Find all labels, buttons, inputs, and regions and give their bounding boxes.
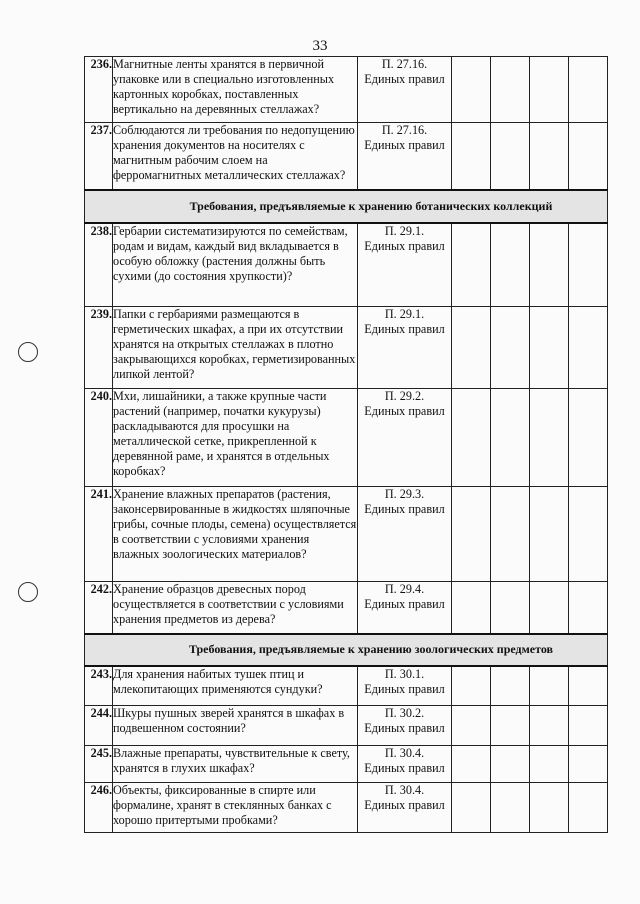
section-title: Требования, предъявляемые к хранению зоологических предметов — [188, 642, 554, 656]
table-row — [85, 389, 608, 487]
section-title: Требования, предъявляемые к хранению ботанических коллекций — [189, 198, 553, 213]
reference-line: П. 30.4. — [384, 783, 425, 797]
reference-cell — [358, 487, 452, 582]
reference-line: П. 29.3. — [384, 487, 425, 501]
answer-cell[interactable] — [491, 783, 530, 833]
table-row — [85, 582, 608, 634]
answer-cell[interactable] — [452, 666, 491, 706]
page-number: 33 — [312, 38, 328, 54]
answer-cell[interactable] — [569, 706, 608, 746]
answer-cell[interactable] — [569, 57, 608, 123]
checklist-table — [84, 56, 608, 833]
table-row — [85, 746, 608, 783]
reference-cell — [358, 123, 452, 190]
reference-line: Единых правил — [364, 238, 445, 253]
answer-cell[interactable] — [530, 57, 569, 123]
answer-cell[interactable] — [530, 389, 569, 487]
reference-cell — [358, 389, 452, 487]
reference-line: Единых правил — [364, 681, 445, 696]
reference-cell — [358, 57, 452, 123]
reference-line: Единых правил — [364, 404, 445, 418]
reference-line: П. 27.16. — [381, 57, 428, 71]
reference-line: Единых правил — [364, 502, 445, 516]
answer-cell[interactable] — [569, 389, 608, 487]
answer-cell[interactable] — [452, 783, 491, 833]
answer-cell[interactable] — [569, 666, 608, 706]
answer-cell[interactable] — [452, 223, 491, 307]
punch-hole-icon — [18, 582, 38, 602]
reference-line: П. 29.4. — [384, 582, 425, 596]
question-text: Хранение образцов древесных пород осуществляется в соответствии с условиями хранения предметов из дерева? — [113, 582, 358, 634]
item-number: 241. — [85, 487, 113, 582]
reference-line: П. 29.1. — [384, 307, 425, 321]
question-text: Гербарии систематизируются по семействам, родам и видам, каждый вид вкладывается в особую обложку (растения должны быть сухими (до состояния хрупкости)? — [113, 223, 358, 307]
item-number: 242. — [85, 582, 113, 634]
reference-cell — [358, 582, 452, 634]
section-title-cell — [85, 190, 608, 223]
table-row — [85, 487, 608, 582]
answer-cell[interactable] — [452, 706, 491, 746]
item-number: 244. — [85, 706, 113, 746]
reference-line: Единых правил — [364, 72, 445, 86]
answer-cell[interactable] — [530, 666, 569, 706]
table-row — [85, 57, 608, 123]
answer-cell[interactable] — [569, 487, 608, 582]
answer-cell[interactable] — [452, 389, 491, 487]
reference-line: П. 29.1. — [384, 223, 425, 238]
question-text: Мхи, лишайники, а также крупные части растений (например, початки кукурузы) раскладываются для просушки на металлической сетке, прикрепленной к деревянной раме, и хранятся в отдельных коробках? — [113, 389, 358, 487]
answer-cell[interactable] — [491, 223, 530, 307]
answer-cell[interactable] — [491, 746, 530, 783]
reference-cell — [358, 307, 452, 389]
answer-cell[interactable] — [569, 223, 608, 307]
table-row — [85, 706, 608, 746]
answer-cell[interactable] — [491, 57, 530, 123]
answer-cell[interactable] — [452, 123, 491, 190]
table-row — [85, 307, 608, 389]
answer-cell[interactable] — [491, 487, 530, 582]
reference-cell — [358, 746, 452, 783]
answer-cell[interactable] — [569, 783, 608, 833]
answer-cell[interactable] — [569, 746, 608, 783]
question-text: Магнитные ленты хранятся в первичной упаковке или в специально изготовленных картонных коробках, поставленных вертикально на деревянных стеллажах? — [113, 57, 358, 123]
reference-cell — [358, 706, 452, 746]
item-number: 238. — [85, 223, 113, 307]
answer-cell[interactable] — [530, 706, 569, 746]
item-number: 239. — [85, 307, 113, 389]
table-row — [85, 123, 608, 190]
reference-cell — [358, 783, 452, 833]
question-text: Влажные препараты, чувствительные к свету, хранятся в глухих шкафах? — [113, 746, 358, 783]
reference-line: П. 30.2. — [384, 706, 425, 720]
answer-cell[interactable] — [530, 123, 569, 190]
question-text: Папки с гербариями размещаются в герметических шкафах, а при их отсутствии хранятся на открытых стеллажах в плотно закрывающихся коробках, герметизированных липкой лентой? — [113, 307, 358, 389]
section-title-cell — [85, 634, 608, 666]
item-number: 243. — [85, 666, 113, 706]
answer-cell[interactable] — [491, 706, 530, 746]
answer-cell[interactable] — [569, 123, 608, 190]
answer-cell[interactable] — [530, 783, 569, 833]
reference-line: П. 29.2. — [384, 389, 425, 403]
item-number: 236. — [85, 57, 113, 123]
question-text: Объекты, фиксированные в спирте или формалине, хранят в стеклянных банках с хорошо притертыми пробками? — [113, 783, 358, 833]
reference-cell — [358, 223, 452, 307]
answer-cell[interactable] — [530, 746, 569, 783]
reference-cell — [358, 666, 452, 706]
reference-line: Единых правил — [364, 322, 445, 336]
answer-cell[interactable] — [452, 582, 491, 634]
answer-cell[interactable] — [491, 582, 530, 634]
question-text: Соблюдаются ли требования по недопущению хранения документов на носителях с магнитным рабочим слоем на ферромагнитных металлических стеллажах? — [113, 123, 358, 190]
section-header-row — [85, 190, 608, 223]
reference-line: Единых правил — [364, 597, 445, 611]
item-number: 246. — [85, 783, 113, 833]
table-row — [85, 783, 608, 833]
reference-line: Единых правил — [364, 721, 445, 735]
item-number: 240. — [85, 389, 113, 487]
item-number: 237. — [85, 123, 113, 190]
answer-cell[interactable] — [491, 389, 530, 487]
question-text: Шкуры пушных зверей хранятся в шкафах в подвешенном состоянии? — [113, 706, 358, 746]
section-header-row — [85, 634, 608, 666]
answer-cell[interactable] — [452, 307, 491, 389]
answer-cell[interactable] — [530, 487, 569, 582]
reference-line: Единых правил — [364, 798, 445, 812]
answer-cell[interactable] — [452, 57, 491, 123]
reference-line: Единых правил — [364, 138, 445, 152]
answer-cell[interactable] — [530, 582, 569, 634]
question-text: Хранение влажных препаратов (растения, законсервированные в жидкостях шляпочные грибы, сочные плоды, семена) осуществляется в соответствии с условиями хранения влажных зоологических материалов? — [113, 487, 358, 582]
answer-cell[interactable] — [569, 307, 608, 389]
reference-line: Единых правил — [364, 761, 445, 775]
answer-cell[interactable] — [491, 307, 530, 389]
answer-cell[interactable] — [569, 582, 608, 634]
item-number: 245. — [85, 746, 113, 783]
answer-cell[interactable] — [452, 487, 491, 582]
question-text: Для хранения набитых тушек птиц и млекопитающих применяются сундуки? — [113, 666, 358, 706]
table-row — [85, 666, 608, 706]
answer-cell[interactable] — [530, 307, 569, 389]
reference-line: П. 27.16. — [381, 123, 428, 137]
punch-hole-icon — [18, 342, 38, 362]
reference-line: П. 30.4. — [384, 746, 425, 760]
answer-cell[interactable] — [491, 666, 530, 706]
answer-cell[interactable] — [491, 123, 530, 190]
reference-line: П. 30.1. — [384, 666, 425, 681]
table-row — [85, 223, 608, 307]
answer-cell[interactable] — [452, 746, 491, 783]
answer-cell[interactable] — [530, 223, 569, 307]
